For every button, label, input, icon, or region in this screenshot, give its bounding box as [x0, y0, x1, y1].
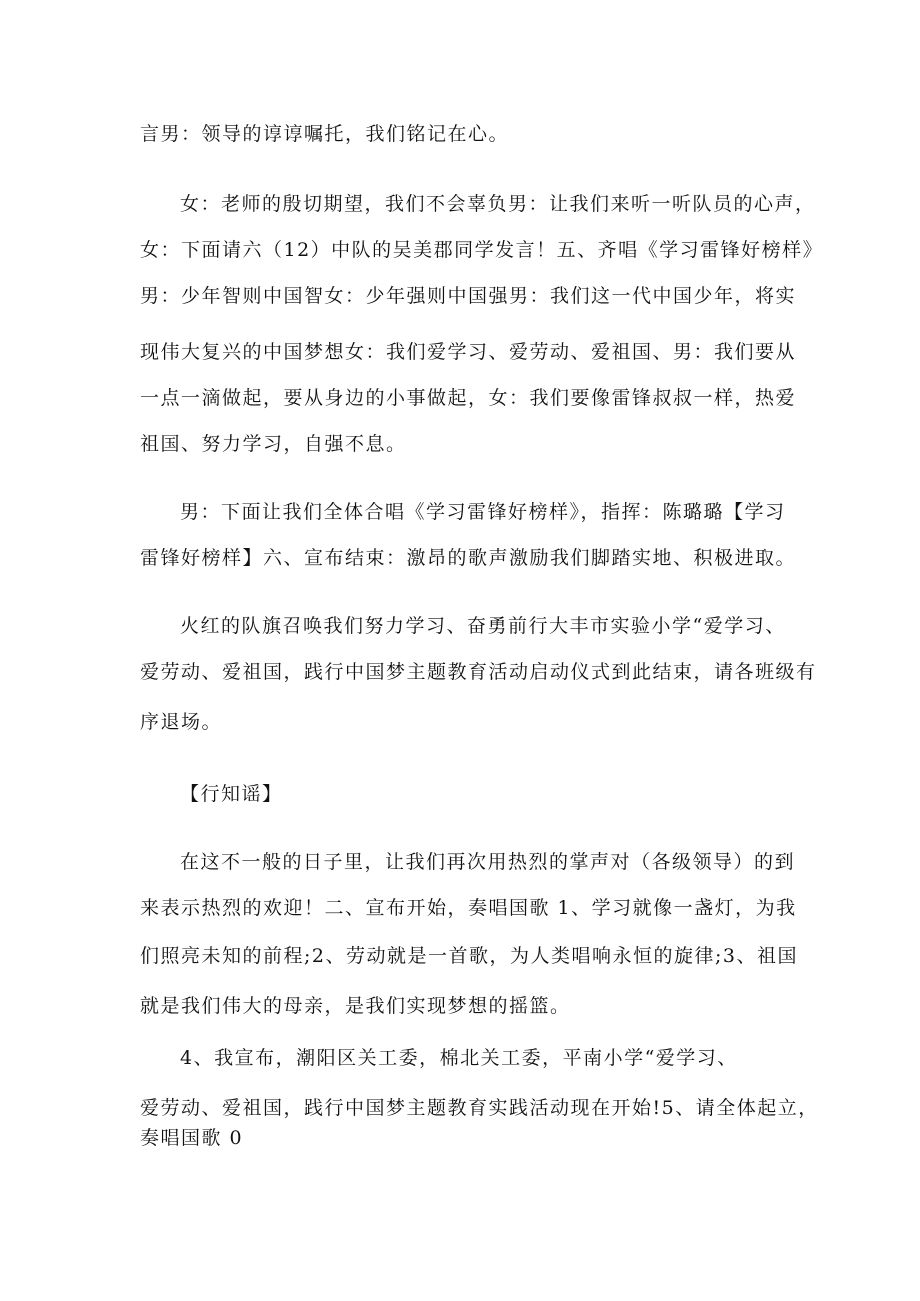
- text-line: 火红的队旗召唤我们努力学习、奋勇前行大丰市实验小学“爱学习、: [180, 615, 786, 637]
- text-line: 现伟大复兴的中国梦想女：我们爱学习、爱劳动、爱祖国、男：我们要从: [140, 341, 797, 363]
- text-line: 祖国、努力学习，自强不息。: [140, 433, 407, 455]
- text-line: 女：下面请六（12）中队的吴美郡同学发言！五、齐唱《学习雷锋好榜样》: [140, 239, 824, 261]
- text-line: 奏唱国歌 0: [140, 1127, 244, 1149]
- text-line: 一点一滴做起，要从身边的小事做起，女：我们要像雷锋叔叔一样，热爱: [140, 387, 797, 409]
- text-line: 男：下面让我们全体合唱《学习雷锋好榜样》，指挥：陈璐璐【学习: [180, 501, 786, 523]
- section-heading: 【行知谣】: [180, 783, 283, 805]
- text-line: 们照亮未知的前程;2、劳动就是一首歌，为人类唱响永恒的旋律;3、祖国: [140, 945, 798, 967]
- text-line: 爱劳动、爱祖国，践行中国梦主题教育活动启动仪式到此结束，请各班级有: [140, 661, 817, 683]
- text-line: 爱劳动、爱祖国，践行中国梦主题教育实践活动现在开始!5、请全体起立，: [140, 1097, 819, 1119]
- text-line: 4、我宣布，潮阳区关工委，棉北关工委，平南小学“爱学习、: [180, 1047, 738, 1069]
- text-line: 在这不一般的日子里，让我们再次用热烈的掌声对（各级领导）的到: [180, 851, 796, 873]
- text-line: 来表示热烈的欢迎！二、宣布开始，奏唱国歌 1、学习就像一盏灯，为我: [140, 897, 797, 919]
- text-line: 序退场。: [140, 711, 223, 733]
- text-line: 女：老师的殷切期望，我们不会辜负男：让我们来听一听队员的心声，: [180, 193, 816, 215]
- text-line: 男：少年智则中国智女：少年强则中国强男：我们这一代中国少年，将实: [140, 285, 797, 307]
- text-line: 雷锋好榜样】六、宣布结束：激昂的歌声激励我们脚踏实地、积极进取。: [140, 547, 797, 569]
- text-line: 就是我们伟大的母亲，是我们实现梦想的摇篮。: [140, 995, 571, 1017]
- text-line: 言男：领导的谆谆嘱托，我们铭记在心。: [140, 123, 510, 145]
